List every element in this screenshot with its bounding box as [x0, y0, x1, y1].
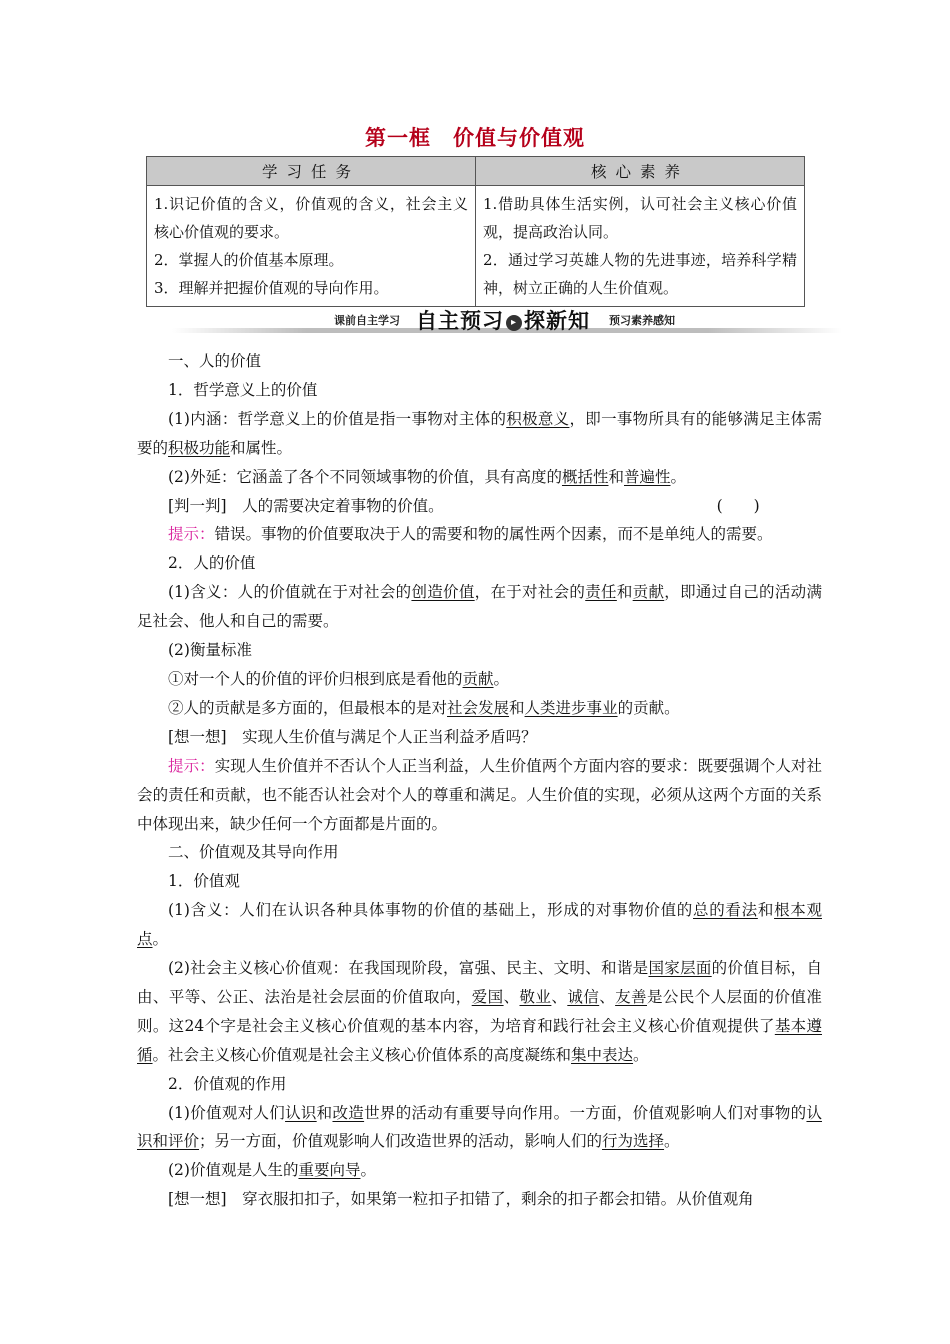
paragraph: ①对一个人的价值的评价归根到底是看他的贡献。: [168, 669, 510, 688]
answer-blank: 创造价值: [411, 583, 475, 602]
answer-paren: ( ): [716, 496, 760, 515]
hint-label: 提示：: [168, 525, 215, 544]
task-item: 1.识记价值的含义，价值观的含义，社会主义核心价值观的要求。: [154, 195, 468, 241]
answer-blank: 行为选择: [602, 1132, 665, 1151]
hint: 提示：错误。事物的价值要取决于人的需要和物的属性两个因素，而不是单纯人的需要。: [168, 525, 773, 544]
tasks-cell: [147, 186, 476, 307]
answer-blank: 基本遵循: [137, 1016, 822, 1064]
answer-blank: 改造: [332, 1103, 365, 1122]
paragraph: (1)价值观对人们认识和改造世界的活动有重要导向作用。一方面，价值观影响人们对事物的认识和评价；另一方面，价值观影响人们改造世界的活动，影响人们的行为选择。: [137, 1103, 822, 1151]
answer-blank: 人类进步事业: [524, 698, 618, 717]
paragraph: (2)衡量标准: [168, 641, 252, 660]
answer-blank: 国家层面: [648, 959, 712, 978]
think-question: [想一想] 穿衣服扣扣子，如果第一粒扣子扣错了，剩余的扣子都会扣错。从价值观角: [168, 1190, 754, 1209]
main-content: [137, 347, 822, 1214]
sub-heading: 2．价值观的作用: [168, 1074, 287, 1093]
paragraph: (1)含义：人的价值就在于对社会的创造价值，在于对社会的责任和贡献，即通过自己的活动满足社会、他人和自己的需要。: [137, 583, 822, 631]
answer-blank: 友善: [615, 987, 647, 1006]
answer-blank: 根本观点: [137, 901, 822, 949]
literacy-cell: [476, 186, 805, 307]
section-heading: 一、人的价值: [168, 352, 262, 370]
hint-label: 提示：: [168, 756, 215, 775]
think-question: [想一想] 实现人生价值与满足个人正当利益矛盾吗？: [168, 727, 537, 746]
task-item: 2．掌握人的价值基本原理。: [154, 251, 344, 269]
col-header-literacy: 核心素养: [476, 157, 805, 186]
answer-blank: 贡献: [462, 669, 494, 688]
literacy-item: 1.借助具体生活实例，认可社会主义核心价值观，提高政治认同。: [483, 195, 797, 241]
answer-blank: 认识: [285, 1103, 317, 1122]
paragraph: (2)外延：它涵盖了各个不同领域事物的价值，具有高度的概括性和普遍性。: [168, 467, 687, 486]
answer-blank: 认识和评价: [137, 1103, 822, 1151]
answer-blank: 敬业: [519, 987, 552, 1006]
learning-goals-table: [146, 156, 805, 307]
arrow-right-icon: ▸: [506, 315, 522, 331]
banner-left-label: 课前自主学习: [334, 314, 400, 327]
answer-blank: 诚信: [567, 987, 600, 1006]
answer-blank: 爱国: [471, 987, 504, 1006]
sub-heading: 1．哲学意义上的价值: [168, 380, 318, 399]
answer-blank: 普遍性: [624, 467, 671, 486]
banner-main-a: 自主预习: [416, 309, 504, 333]
sub-heading: 2．人的价值: [168, 554, 256, 573]
answer-blank: 贡献: [632, 583, 665, 602]
paragraph: (2)价值观是人生的重要向导。: [168, 1161, 376, 1180]
answer-blank: 责任: [585, 583, 617, 602]
col-header-tasks: 学习任务: [147, 157, 476, 186]
section-heading: 二、价值观及其导向作用: [168, 843, 339, 862]
answer-blank: 重要向导: [298, 1161, 361, 1180]
task-item: 3．理解并把握价值观的导向作用。: [154, 279, 389, 297]
banner-main-b: 探新知: [524, 309, 590, 333]
hint: 提示：实现人生价值并不否认个人正当利益，人生价值两个方面内容的要求：既要强调个人对社会的责任和贡献，也不能否认社会对个人的尊重和满足。人生价值的实现，必须从这两个方面的关系中体现出来，缺少任何一个方面都是片面的。: [137, 756, 822, 833]
paragraph: ②人的贡献是多方面的，但最根本的是对社会发展和人类进步事业的贡献。: [168, 698, 680, 717]
answer-blank: 概括性: [561, 467, 609, 486]
sub-heading: 1．价值观: [168, 872, 240, 891]
answer-blank: 积极意义: [506, 409, 570, 428]
answer-blank: 集中表达: [571, 1045, 634, 1064]
judge-question: [判一判] 人的需要决定着事物的价值。 ( ): [137, 492, 822, 521]
page-title: 第一框 价值与价值观: [365, 126, 585, 150]
answer-blank: 社会发展: [447, 698, 510, 717]
section-banner: [172, 306, 842, 336]
banner-right-label: 预习素养感知: [609, 314, 675, 327]
paragraph: (1)含义：人们在认识各种具体事物的价值的基础上，形成的对事物价值的总的看法和根本观点。: [137, 901, 822, 949]
answer-blank: 积极功能: [168, 438, 231, 457]
paragraph: (1)内涵：哲学意义上的价值是指一事物对主体的积极意义，即一事物所具有的能够满足主体需要的积极功能和属性。: [137, 409, 822, 457]
answer-blank: 总的看法: [693, 901, 758, 920]
literacy-item: 2．通过学习英雄人物的先进事迹，培养科学精神，树立正确的人生价值观。: [483, 251, 797, 297]
banner-main-title: [416, 305, 590, 335]
paragraph: (2)社会主义核心价值观：在我国现阶段，富强、民主、文明、和谐是国家层面的价值目标，自由、平等、公正、法治是社会层面的价值取向，爱国、敬业、诚信、友善是公民个人层面的价值准则。这24个字是社会主义核心价值观的基本内容，为培育和践行社会主义核心价值观提供了基本遵循。社会主义核心价值观是社会主义核心价值体系的高度凝练和集中表达。: [137, 959, 822, 1064]
